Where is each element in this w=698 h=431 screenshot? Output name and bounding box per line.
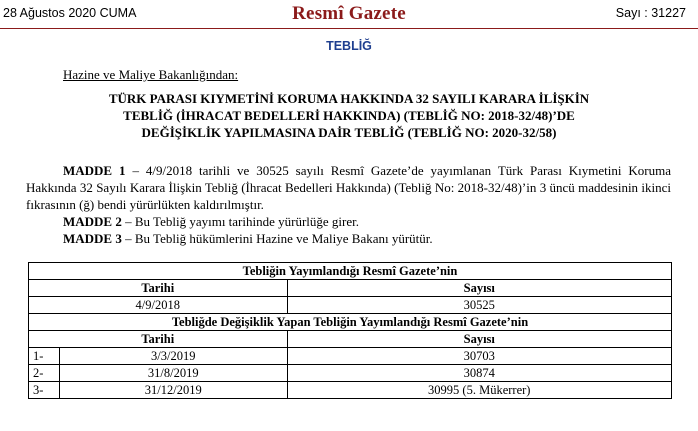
section-title: Tebliğin Yayımlandığı Resmî Gazete’nin — [29, 263, 672, 280]
publication-history-table — [28, 262, 672, 399]
article-text: – Bu Tebliğ hükümlerini Hazine ve Maliye Bakanı yürütür. — [121, 231, 433, 246]
title-line: TEBLİĞ (İHRACAT BEDELLERİ HAKKINDA) (TEBLİĞ NO: 2018-32/48)’DE — [123, 108, 575, 123]
title-line: TÜRK PARASI KIYMETİNİ KORUMA HAKKINDA 32 SAYILI KARARA İLİŞKİN — [108, 91, 590, 106]
row-index: 2- — [29, 365, 60, 382]
column-header-number: Sayısı — [287, 280, 671, 297]
article-label: MADDE 2 — [63, 214, 122, 229]
table-cell-number: 30525 — [287, 297, 671, 314]
table-cell-number: 30995 (5. Mükerrer) — [287, 382, 671, 399]
issue-number: Sayı : 31227 — [615, 6, 686, 20]
table-cell-date: 3/3/2019 — [60, 348, 288, 365]
article-label: MADDE 3 — [63, 231, 122, 246]
table-row — [29, 382, 672, 399]
communique-title — [0, 90, 698, 141]
row-index: 1- — [29, 348, 60, 365]
article-text: – 4/9/2018 tarihli ve 30525 sayılı Resmî Gazete’de yayımlanan Türk Parası Kıymetini Koruma Hakkında 32 Sayılı Karara İlişkin Tebliğ (İhracat Bedelleri Hakkında) (Tebliğ No: 2018-32/48)’in 3 üncü maddesinin ikinci fıkrasının (ğ) bendi yürürlükten kaldırılmıştır. — [26, 163, 672, 212]
article-1 — [26, 162, 671, 213]
row-index: 3- — [29, 382, 60, 399]
gazette-title: Resmî Gazete — [292, 3, 406, 24]
title-line: DEĞİŞİKLİK YAPILMASINA DAİR TEBLİĞ (TEBLİĞ NO: 2020-32/58) — [141, 125, 557, 140]
table-cell-number: 30874 — [287, 365, 671, 382]
column-header-date: Tarihi — [29, 331, 288, 348]
table-row — [29, 348, 672, 365]
table-cell-date: 31/8/2019 — [60, 365, 288, 382]
header-divider — [0, 28, 698, 29]
article-2 — [63, 213, 671, 230]
section-title: Tebliğde Değişiklik Yapan Tebliğin Yayımlandığı Resmî Gazete’nin — [29, 314, 672, 331]
table-cell-date: 4/9/2018 — [29, 297, 288, 314]
column-header-number: Sayısı — [287, 331, 671, 348]
table-cell-date: 31/12/2019 — [60, 382, 288, 399]
document-type: TEBLİĞ — [326, 39, 372, 53]
table-row — [29, 365, 672, 382]
gazette-header — [0, 0, 698, 30]
column-header-date: Tarihi — [29, 280, 288, 297]
article-3 — [63, 230, 671, 247]
article-label: MADDE 1 — [63, 163, 126, 178]
table-cell-number: 30703 — [287, 348, 671, 365]
article-text: – Bu Tebliğ yayımı tarihinde yürürlüğe girer. — [121, 214, 359, 229]
issue-date: 28 Ağustos 2020 CUMA — [3, 6, 137, 20]
issuing-ministry: Hazine ve Maliye Bakanlığından: — [63, 67, 239, 82]
